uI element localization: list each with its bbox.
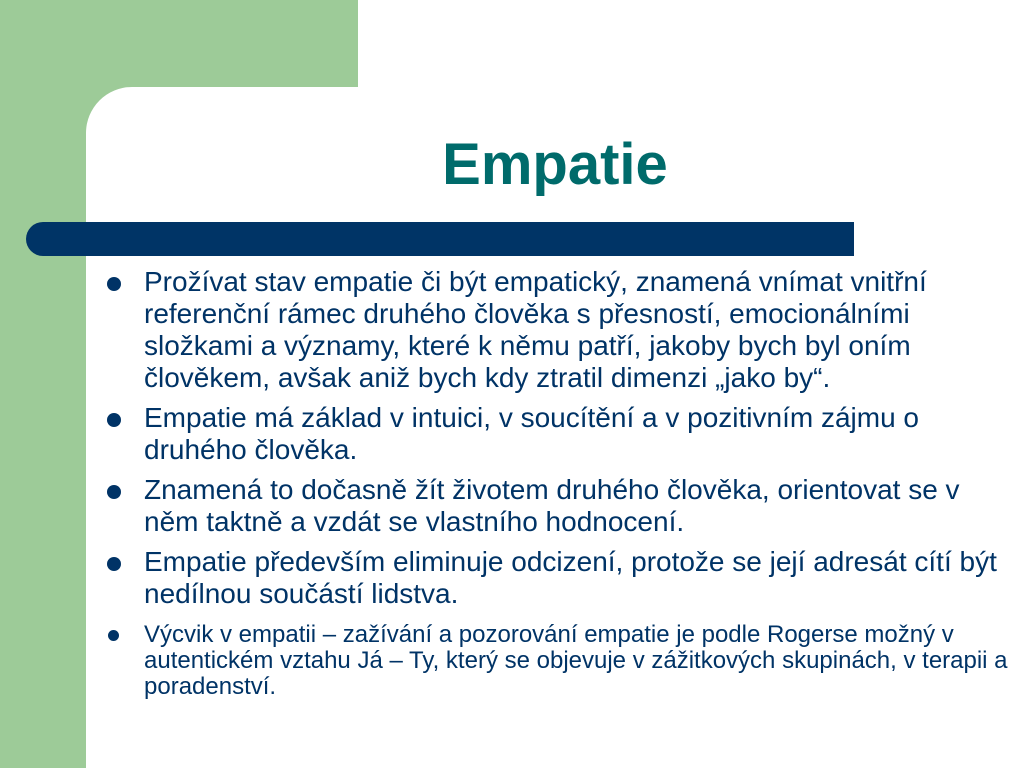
bullet-dot-icon [107, 413, 121, 427]
bullet-list [105, 266, 1010, 700]
bullet-text: Znamená to dočasně žít životem druhého člověka, orientovat se v něm taktně a vzdát se vlastního hodnocení. [144, 474, 960, 537]
bullet-item [105, 474, 1010, 538]
bullet-text: Výcvik v empatii – zažívání a pozorování empatie je podle Rogerse možný v autentickém vztahu Já – Ty, který se objevuje v zážitkových skupinách, v terapii a poradenství. [144, 621, 1008, 700]
bullet-item [105, 622, 1010, 700]
bullet-item [105, 402, 1010, 466]
bullet-dot-icon [107, 485, 121, 499]
bullet-text: Empatie má základ v intuici, v soucítění a v pozitivním zájmu o druhého člověka. [144, 402, 919, 465]
bullet-item [105, 546, 1010, 610]
bullet-item [105, 266, 1010, 394]
slide-title: Empatie [442, 132, 668, 197]
title-underline-bar [26, 222, 854, 256]
bullet-text: Prožívat stav empatie či být empatický, znamená vnímat vnitřní referenční rámec druhého člověka s přesností, emocionálními složkami a významy, které k němu patří, jakoby bych byl oním člověkem, avšak aniž bych kdy ztratil dimenzi „jako by“. [144, 266, 927, 393]
bullet-dot-icon [107, 277, 121, 291]
bullet-text: Empatie především eliminuje odcizení, protože se její adresát cítí být nedílnou součástí lidstva. [144, 546, 997, 609]
bullet-dot-icon [107, 557, 121, 571]
bullet-dot-icon [108, 630, 119, 641]
